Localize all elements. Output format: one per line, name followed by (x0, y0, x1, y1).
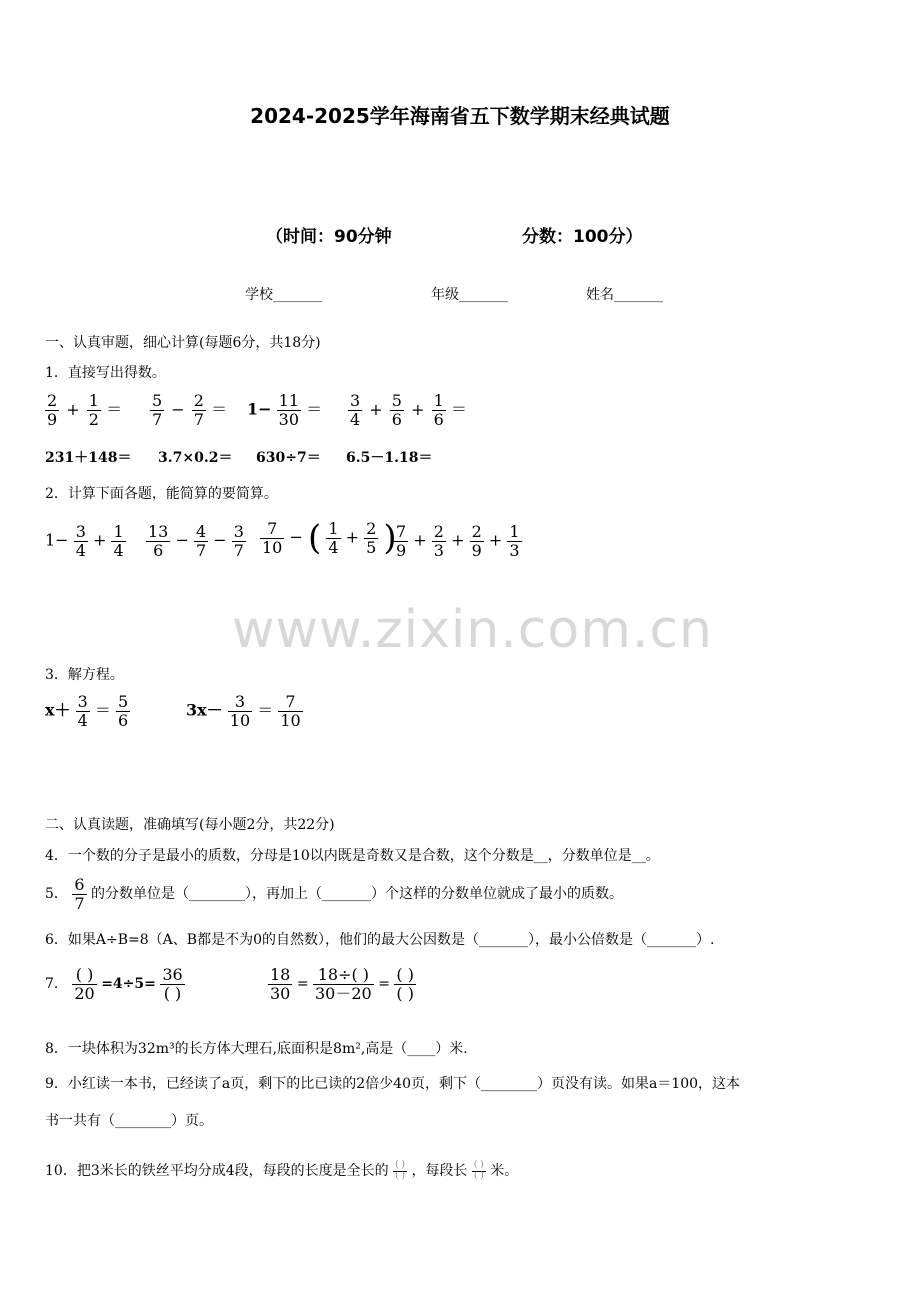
q3-equation-1: x＋ $\frac{3}{4}$ ＝ $\frac{5}{6}$ (45, 692, 129, 730)
q6: 6．如果A÷B=8（A、B都是不为0的自然数），他们的最大公因数是（_______），最小公倍数是（_______）. (45, 932, 715, 948)
q2-label: 2．计算下面各题，能简算的要简算。 (45, 486, 278, 502)
page-title: 2024-2025学年海南省五下数学期末经典试题 (250, 104, 670, 128)
grade-field: 年级_______ (431, 287, 508, 303)
section2-heading: 二、认真读题，准确填写(每小题2分，共22分) (45, 817, 335, 833)
q7-part2: $\frac{18}{30}$ = $\frac{18\div( )}{30-20}$ = ( ) ( ) (270, 965, 414, 1003)
q2-expr-1: 1− $\frac{3}{4}$ + $\frac{1}{4}$ (45, 522, 124, 560)
q5: 5． $\frac{6}{7}$ 的分数单位是（________），再加上（_______）个这样的分数单位就成了最小的质数。 (45, 875, 624, 913)
watermark: www.zixin.com.cn (232, 600, 713, 660)
q1-expr-3: 1− $\frac{11}{30}$ ＝ (247, 391, 323, 429)
name-field: 姓名_______ (586, 287, 663, 303)
q1-row2-1: 231＋148＝ (45, 450, 132, 466)
q7-part1: 7． ( ) 20 =4÷5= 36 ( ) (45, 965, 183, 1003)
q4: 4．一个数的分子是最小的质数，分母是10以内既是奇数又是合数，这个分数是__，分数单位是__。 (45, 848, 660, 864)
q1-expr-2: $\frac{5}{7}$ − $\frac{2}{7}$ ＝ (152, 391, 228, 429)
q10: 10．把3米长的铁丝平均分成4段，每段的长度是全长的 ( ) ( ) ，每段长 ( ) ( ) 米。 (45, 1159, 519, 1181)
q1-row2-4: 6.5－1.18＝ (346, 450, 433, 466)
q1-label: 1．直接写出得数。 (45, 365, 166, 381)
q2-expr-4: $\frac{7}{9}$ + $\frac{2}{3}$ + $\frac{2}{9}$ + $\frac{1}{3}$ (396, 522, 520, 560)
q2-expr-2: $\frac{13}{6}$ − $\frac{4}{7}$ − $\frac{3}{7}$ (148, 522, 244, 560)
q8: 8．一块体积为32m³的长方体大理石,底面积是8m²,高是（____）米. (45, 1041, 468, 1057)
q1-row2-3: 630÷7＝ (256, 450, 321, 466)
q3-label: 3．解方程。 (45, 667, 124, 683)
q3-equation-2: 3x－ $\frac{3}{10}$ ＝ $\frac{7}{10}$ (186, 692, 301, 730)
exam-time: （时间：90分钟 (266, 227, 392, 247)
q9-line1: 9．小红读一本书，已经读了a页，剩下的比已读的2倍少40页，剩下（________）页没有读。如果a＝100，这本 (45, 1076, 741, 1092)
q1-expr-4: $\frac{3}{4}$ + $\frac{5}{6}$ + $\frac{1}{6}$ ＝ (350, 391, 467, 429)
exam-score: 分数：100分） (522, 227, 643, 247)
school-field: 学校_______ (245, 287, 322, 303)
q1-row2-2: 3.7×0.2＝ (158, 450, 233, 466)
section1-heading: 一、认真审题，细心计算(每题6分，共18分) (45, 335, 321, 351)
q2-expr-3: $\frac{7}{10}$ − ( $\frac{1}{4}$ + $\frac{2}{5}$ ) (262, 518, 397, 558)
q9-line2: 书一共有（________）页。 (45, 1113, 213, 1129)
q1-expr-1: $\frac{2}{9}$ + $\frac{1}{2}$ ＝ (47, 391, 123, 429)
